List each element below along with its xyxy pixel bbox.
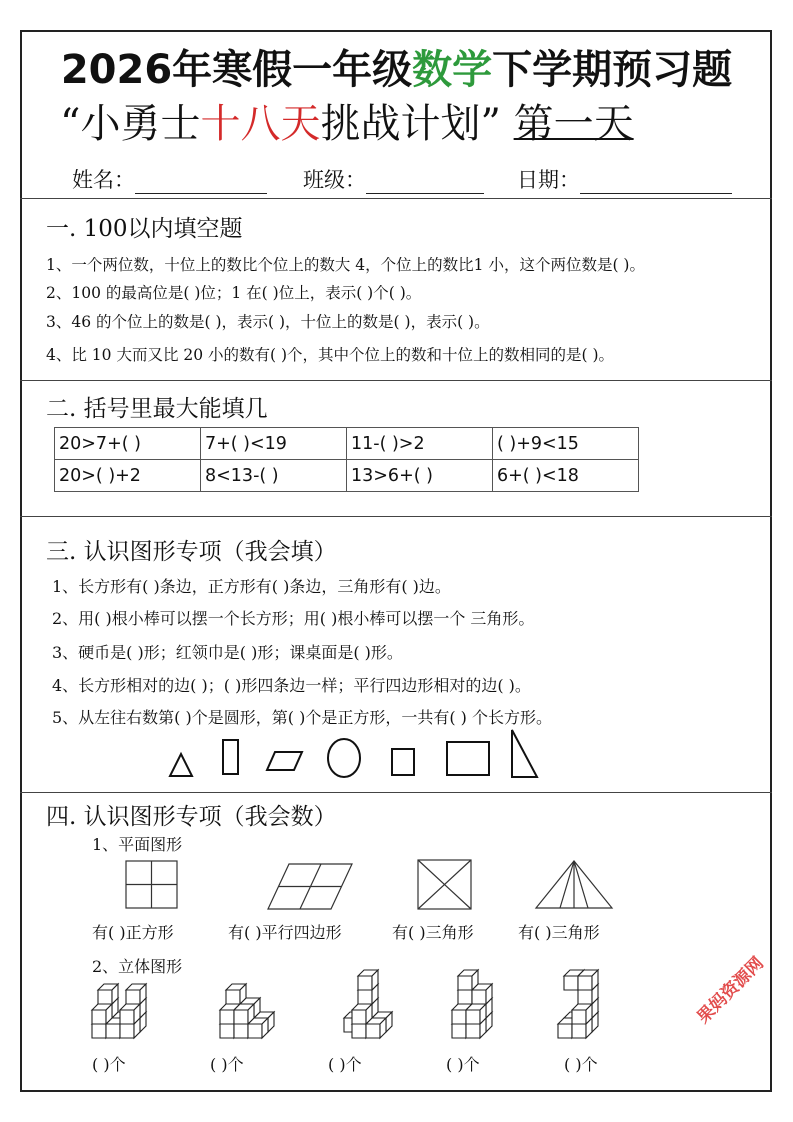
question-3-3: 3、硬币是( )形；红领巾是( )形；课桌面是( )形。 — [52, 643, 403, 662]
cube-answer: ( )个 — [564, 1055, 598, 1074]
question-3-1: 1、长方形有( )条边，正方形有( )条边，三角形有( )边。 — [52, 577, 451, 596]
question-3-5: 5、从左往右数第( )个是圆形，第( )个是正方形，一共有( ) 个长方形。 — [52, 708, 552, 727]
cube-icon — [98, 984, 118, 1004]
cube-icon — [458, 970, 478, 990]
cube-icon — [578, 970, 598, 990]
table-cell[interactable]: 13>6+( ) — [347, 460, 493, 492]
cube-icon — [92, 1004, 112, 1024]
question-1-3: 3、46 的个位上的数是( )，表示( )，十位上的数是( )，表示( )。 — [46, 313, 490, 331]
table-cell[interactable]: 7+( )<19 — [201, 428, 347, 460]
section-3-title: 三. 认识图形专项（我会填） — [46, 539, 337, 565]
section-1-title: 一. 100以内填空题 — [46, 216, 243, 242]
table-cell[interactable]: ( )+9<15 — [493, 428, 639, 460]
cube-answer: ( )个 — [92, 1055, 126, 1074]
class-field[interactable]: 班级： — [303, 164, 484, 194]
cube-icon — [358, 970, 378, 990]
planar-subtitle: 1、平面图形 — [92, 835, 183, 854]
section-4-title: 四. 认识图形专项（我会数） — [46, 804, 337, 830]
planar-answer: 有( )平行四边形 — [228, 923, 342, 942]
planar-answer: 有( )正方形 — [92, 923, 174, 942]
page-subtitle: “小勇士十八天挑战计划” 第一天 — [60, 101, 634, 147]
name-field[interactable]: 姓名： — [72, 164, 267, 194]
table-cell[interactable]: 20>7+( ) — [55, 428, 201, 460]
table-cell[interactable]: 11-( )>2 — [347, 428, 493, 460]
cube-answer: ( )个 — [328, 1055, 362, 1074]
solid-subtitle: 2、立体图形 — [92, 957, 183, 976]
question-1-1: 1、一个两位数，十位上的数比个位上的数大 4，个位上的数比1 小，这个两位数是( )。 — [46, 256, 645, 274]
section-2-title: 二. 括号里最大能填几 — [46, 396, 268, 422]
cube-icon — [572, 1004, 592, 1024]
page-title: 2026年寒假一年级数学下学期预习题 — [60, 47, 733, 93]
watermark: 果妈资源网 — [693, 953, 768, 1028]
cube-answer: ( )个 — [446, 1055, 480, 1074]
question-1-2: 2、100 的最高位是( )位；1 在( )位上，表示( )个( )。 — [46, 284, 422, 302]
question-3-2: 2、用( )根小棒可以摆一个长方形；用( )根小棒可以摆一个 三角形。 — [52, 609, 535, 628]
cube-icon — [226, 984, 246, 1004]
table-cell[interactable]: 8<13-( ) — [201, 460, 347, 492]
cube-answer: ( )个 — [210, 1055, 244, 1074]
cube-icon — [234, 1004, 254, 1024]
cube-icon — [126, 984, 146, 1004]
date-field[interactable]: 日期： — [517, 164, 732, 194]
cube-icon — [120, 1004, 140, 1024]
planar-answer: 有( )三角形 — [518, 923, 600, 942]
question-3-4: 4、长方形相对的边( )；( )形四条边一样；平行四边形相对的边( )。 — [52, 676, 531, 695]
question-1-4: 4、比 10 大而又比 20 小的数有( )个，其中个位上的数和十位上的数相同的是( )。 — [46, 346, 615, 364]
cube-icon — [352, 1004, 372, 1024]
planar-answer: 有( )三角形 — [392, 923, 474, 942]
table-cell[interactable]: 20>( )+2 — [55, 460, 201, 492]
cube-icon — [466, 1004, 486, 1024]
table-cell[interactable]: 6+( )<18 — [493, 460, 639, 492]
